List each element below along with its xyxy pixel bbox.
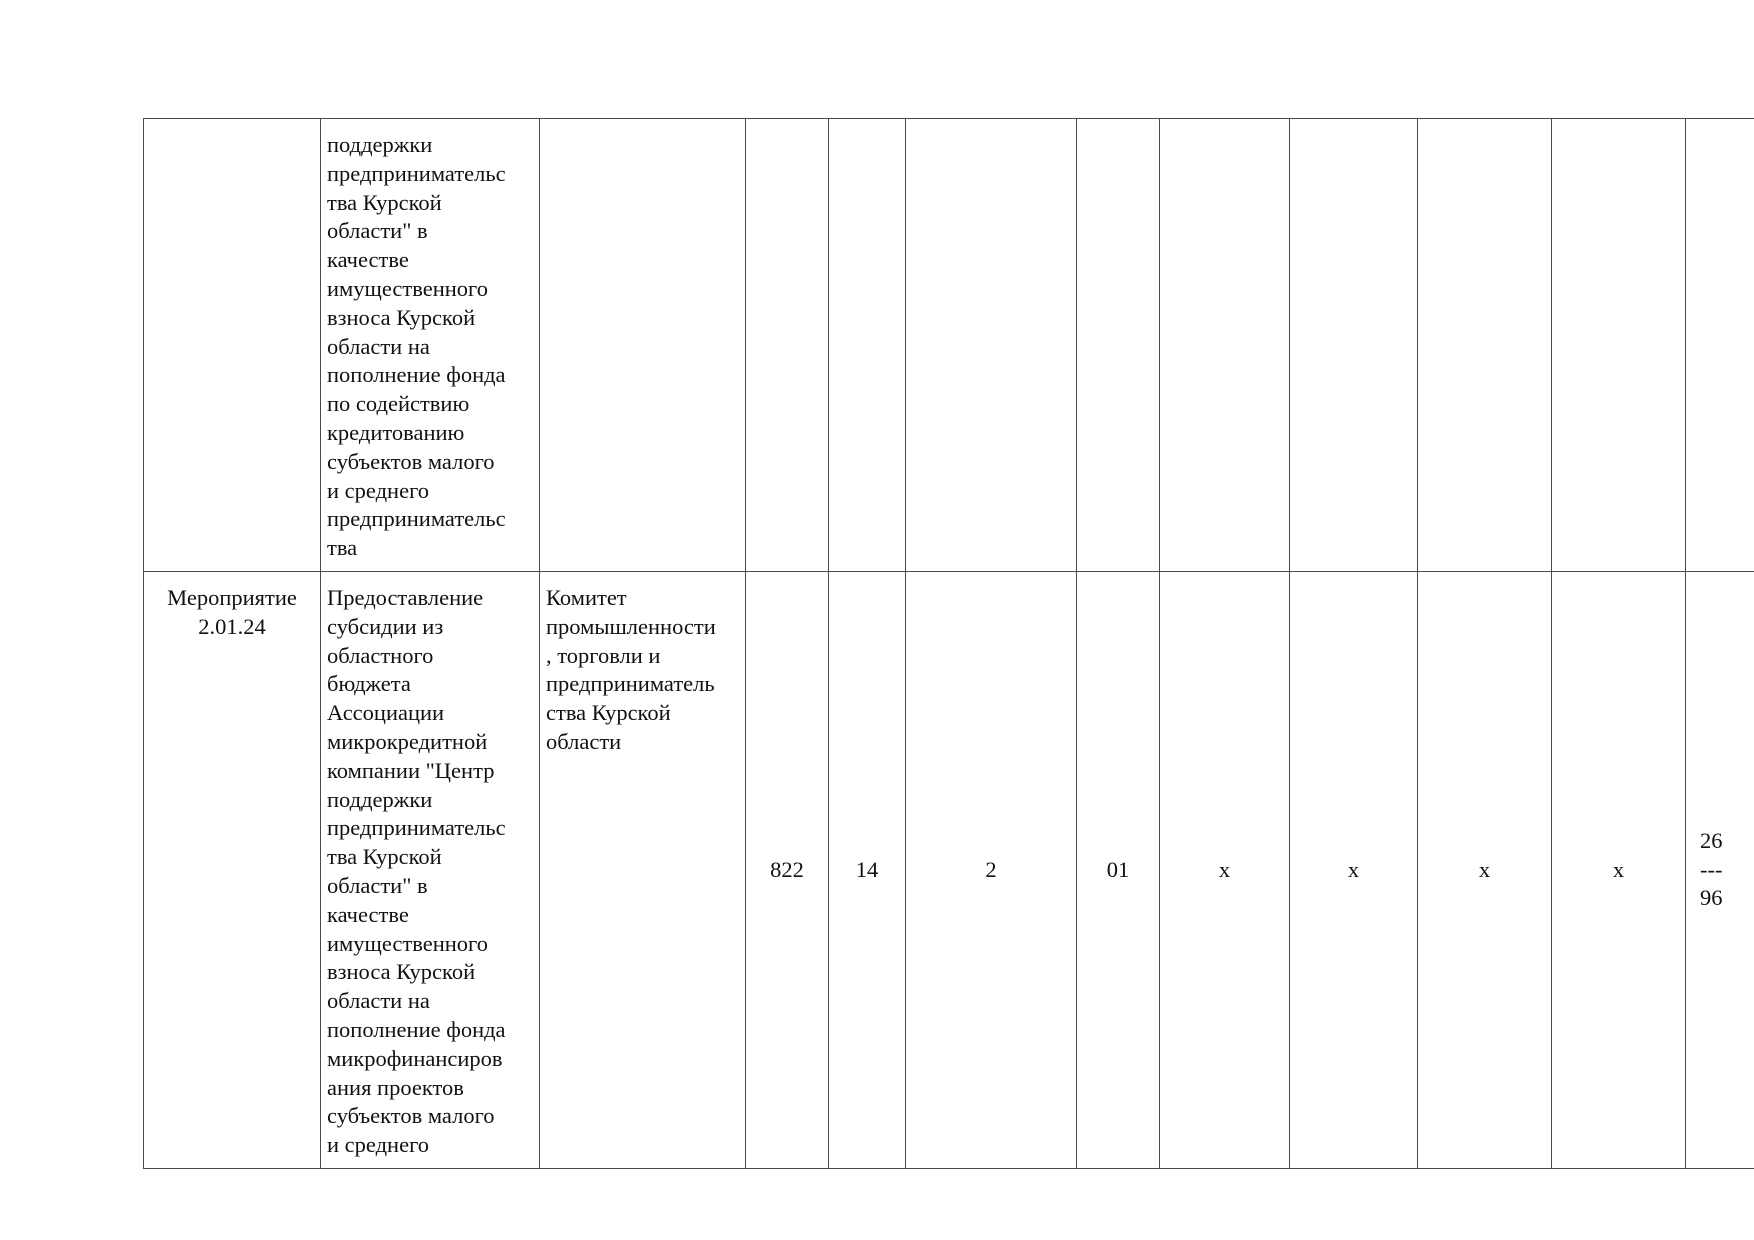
activity-description-cell: [321, 572, 540, 1169]
value-cell: [1418, 572, 1552, 1169]
executor-cell: [540, 119, 746, 572]
executor-cell: [540, 572, 746, 1169]
description-line: областного: [327, 642, 434, 668]
value-cell: [1290, 572, 1418, 1169]
vr-cell: [1160, 572, 1290, 1169]
value-cell: [1552, 119, 1686, 572]
rz-cell: [829, 572, 906, 1169]
description-line: области" в: [327, 872, 428, 898]
value-col-10: x: [1612, 856, 1625, 882]
grbs-code: 822: [770, 856, 804, 882]
amount-line: 96: [1700, 885, 1723, 911]
table-row: [144, 572, 1754, 1169]
description-line: взноса Курской: [327, 959, 476, 985]
description-line: тва Курской: [327, 189, 442, 215]
executor-line: области: [546, 728, 622, 754]
vr-code: x: [1218, 856, 1231, 882]
description-line: субъектов малого: [327, 1103, 495, 1129]
activity-description-cell: [321, 119, 540, 572]
rz-cell: [829, 119, 906, 572]
description-line: субсидии из: [327, 613, 444, 639]
csr-cell: [1077, 572, 1160, 1169]
description-line: Ассоциации: [327, 700, 445, 726]
description-line: области на: [327, 988, 430, 1014]
description-line: Предоставление: [327, 585, 484, 610]
table-row: [144, 119, 1754, 572]
budget-activities-table: [143, 118, 1754, 1169]
description-line: имущественного: [327, 930, 488, 956]
pr-cell: [906, 119, 1077, 572]
description-line: предпринимательс: [327, 815, 506, 841]
activity-id-line: 2.01.24: [198, 613, 266, 639]
description-line: и среднего: [327, 477, 429, 503]
amount-line: ---: [1700, 856, 1723, 882]
description-line: и среднего: [327, 1132, 429, 1158]
description-line: пополнение фонда: [327, 1016, 506, 1042]
value-cell: [1290, 119, 1418, 572]
description-line: поддержки: [327, 786, 433, 812]
value-cell: [1552, 572, 1686, 1169]
description-line: тва Курской: [327, 844, 442, 870]
value-cell: [1686, 572, 1754, 1169]
value-cell: [1686, 119, 1754, 572]
grbs-cell: [746, 572, 829, 1169]
description-line: микрофинансиров: [327, 1045, 503, 1071]
pr-code: 2: [985, 856, 997, 882]
description-line: качестве: [327, 901, 409, 927]
description-line: по содействию: [327, 391, 470, 417]
description-line: поддержки: [327, 132, 433, 157]
activity-id-cell: [144, 572, 321, 1169]
description-line: области на: [327, 333, 430, 359]
description-line: компании "Центр: [327, 757, 495, 783]
executor-line: , торговли и: [546, 642, 661, 668]
csr-code: 01: [1106, 856, 1130, 882]
executor-line: предприниматель: [546, 671, 715, 697]
rz-code: 14: [855, 856, 879, 882]
grbs-cell: [746, 119, 829, 572]
value-col-8: x: [1347, 856, 1360, 882]
description-line: предпринимательс: [327, 506, 506, 532]
executor-line: промышленности: [546, 613, 716, 639]
description-line: имущественного: [327, 275, 488, 301]
amount-line: 26: [1700, 827, 1723, 853]
description-line: пополнение фонда: [327, 362, 506, 388]
pr-cell: [906, 572, 1077, 1169]
description-line: бюджета: [327, 671, 411, 697]
executor-line: ства Курской: [546, 700, 671, 726]
description-line: кредитованию: [327, 419, 465, 445]
description-line: тва: [327, 535, 358, 561]
csr-cell: [1077, 119, 1160, 572]
description-line: области" в: [327, 218, 428, 244]
activity-id-cell: [144, 119, 321, 572]
activity-id-line: Мероприятие: [167, 585, 297, 610]
description-line: микрокредитной: [327, 728, 488, 754]
description-line: предпринимательс: [327, 160, 506, 186]
description-line: субъектов малого: [327, 448, 495, 474]
description-line: взноса Курской: [327, 304, 476, 330]
value-cell: [1418, 119, 1552, 572]
value-col-9: x: [1478, 856, 1491, 882]
executor-line: Комитет: [546, 585, 627, 610]
description-line: качестве: [327, 247, 409, 273]
description-line: ания проектов: [327, 1074, 464, 1100]
vr-cell: [1160, 119, 1290, 572]
